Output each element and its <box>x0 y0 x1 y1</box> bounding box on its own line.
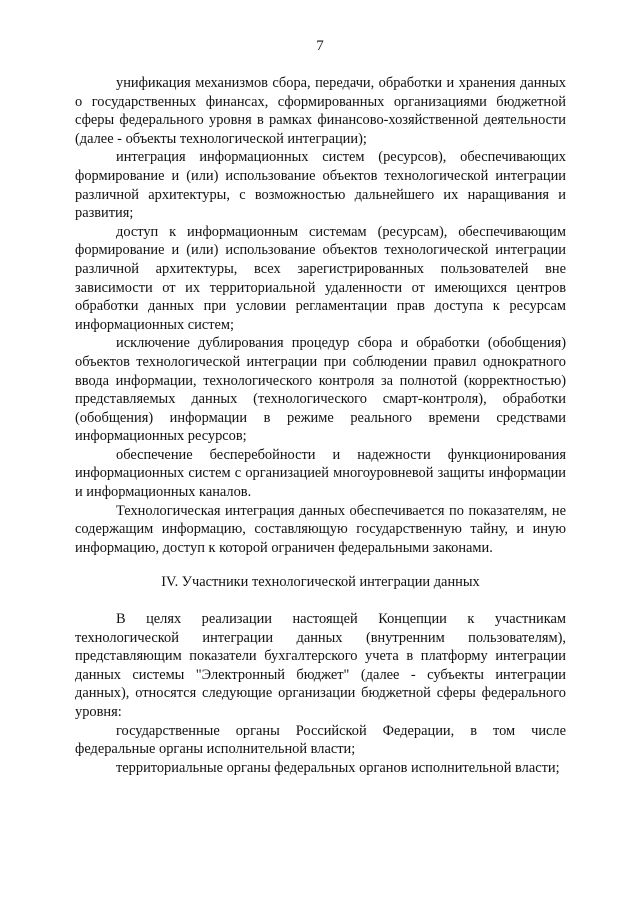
paragraph: территориальные органы федеральных органов исполнительной власти; <box>116 759 560 776</box>
paragraph: В целях реализации настоящей Концепции к участникам технологической интеграции данных (внутренним пользователям), представляющим показатели бухгалтерского учета в платформу интеграции данных системы "Электронный бюджет" (далее - субъекты интеграции данных), относятся следующие организации бюджетной сферы федерального уровня: <box>75 611 566 720</box>
paragraph: интеграция информационных систем (ресурсов), обеспечивающих формирование и (или) использование объектов технологической интеграции различной архитектуры, с возможностью дальнейшего их наращивания и развития; <box>75 149 566 222</box>
paragraph: доступ к информационным системам (ресурсам), обеспечивающим формирование и (или) использование объектов технологической интеграции различной архитектуры, всех зарегистрированных пользователей вне зависимости от их территориальной удаленности от имеющихся центров обработки данных при условии регламентации прав доступа к ресурсам информационных систем; <box>75 223 566 333</box>
section-heading: IV. Участники технологической интеграции данных <box>161 574 480 591</box>
paragraph: унификация механизмов сбора, передачи, обработки и хранения данных о государственных финансах, сформированных организациями бюджетной сферы федерального уровня в рамках финансово-хозяйственной деятельности (далее - объекты технологической интеграции); <box>75 75 566 147</box>
paragraph: исключение дублирования процедур сбора и обработки (обобщения) объектов технологической интеграции при соблюдении правил однократного ввода информации, технологического контроля за полнотой (корректностью) представляемых данных (технологического смарт-контроля), обработки (обобщения) информации в режиме реального времени средствами информационных ресурсов; <box>75 335 566 445</box>
paragraph: государственные органы Российской Федерации, в том числе федеральные органы исполнительной власти; <box>75 722 566 758</box>
page-number: 7 <box>316 38 324 54</box>
paragraph: обеспечение бесперебойности и надежности функционирования информационных систем с организацией многоуровневой защиты информации и информационных каналов. <box>75 446 566 501</box>
document-body <box>75 74 566 777</box>
paragraph: Технологическая интеграция данных обеспечивается по показателям, не содержащим информацию, составляющую государственную тайну, и иную информацию, доступ к которой ограничен федеральными законами. <box>75 502 566 556</box>
